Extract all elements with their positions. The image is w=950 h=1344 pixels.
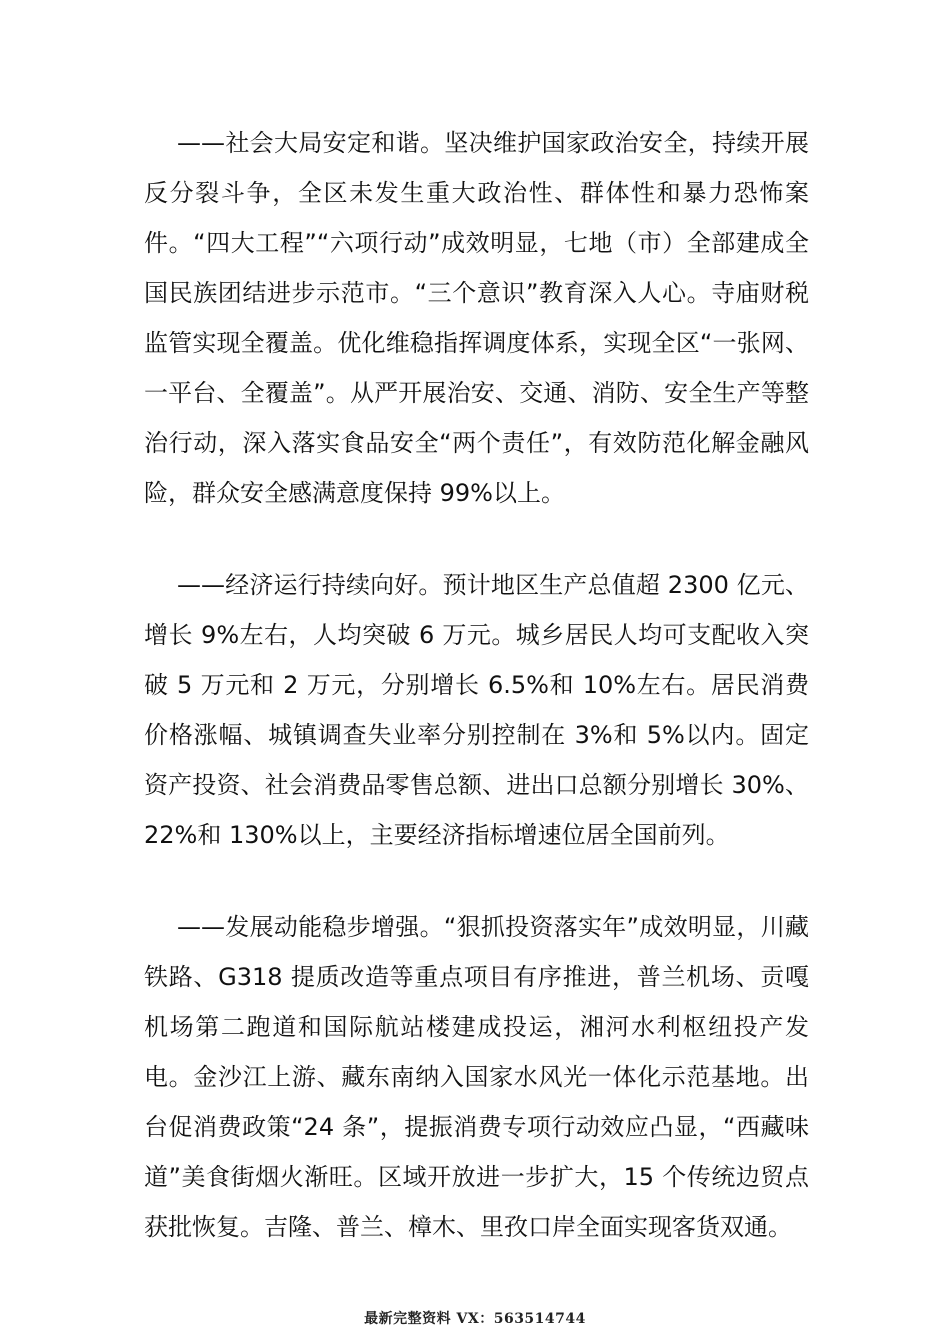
paragraph-development: ——发展动能稳步增强。“狠抓投资落实年”成效明显，川藏铁路、G318 提质改造等重点项目有序推进，普兰机场、贡嘎机场第二跑道和国际航站楼建成投运，湘河水利枢纽投产发电。金沙江上游、藏东南纳入国家水风光一体化示范基地。出台促消费政策“24 条”，提振消费专项行动效应凸显，“西藏味道”美食街烟火渐旺。区域开放进一步扩大，15 个传统边贸点获批恢复。吉隆、普兰、樟木、里孜口岸全面实现客货双通。 [144,913,809,1241]
paragraph-economy: ——经济运行持续向好。预计地区生产总值超 2300 亿元、增长 9%左右，人均突破 6 万元。城乡居民人均可支配收入突破 5 万元和 2 万元，分别增长 6.5%和 10%左右。居民消费价格涨幅、城镇调查失业率分别控制在 3%和 5%以内。固定资产投资、社会消费品零售总额、进出口总额分别增长 30%、22%和 130%以上，主要经济指标增速位居全国前列。 [144,571,809,849]
document-body [144,118,809,1294]
footer-note: 最新完整资料 VX：563514744 [364,1311,586,1327]
paragraph-social-stability: ——社会大局安定和谐。坚决维护国家政治安全，持续开展反分裂斗争，全区未发生重大政治性、群体性和暴力恐怖案件。“四大工程”“六项行动”成效明显，七地（市）全部建成全国民族团结进步示范市。“三个意识”教育深入人心。寺庙财税监管实现全覆盖。优化维稳指挥调度体系，实现全区“一张网、一平台、全覆盖”。从严开展治安、交通、消防、安全生产等整治行动，深入落实食品安全“两个责任”，有效防范化解金融风险，群众安全感满意度保持 99%以上。 [144,129,809,507]
